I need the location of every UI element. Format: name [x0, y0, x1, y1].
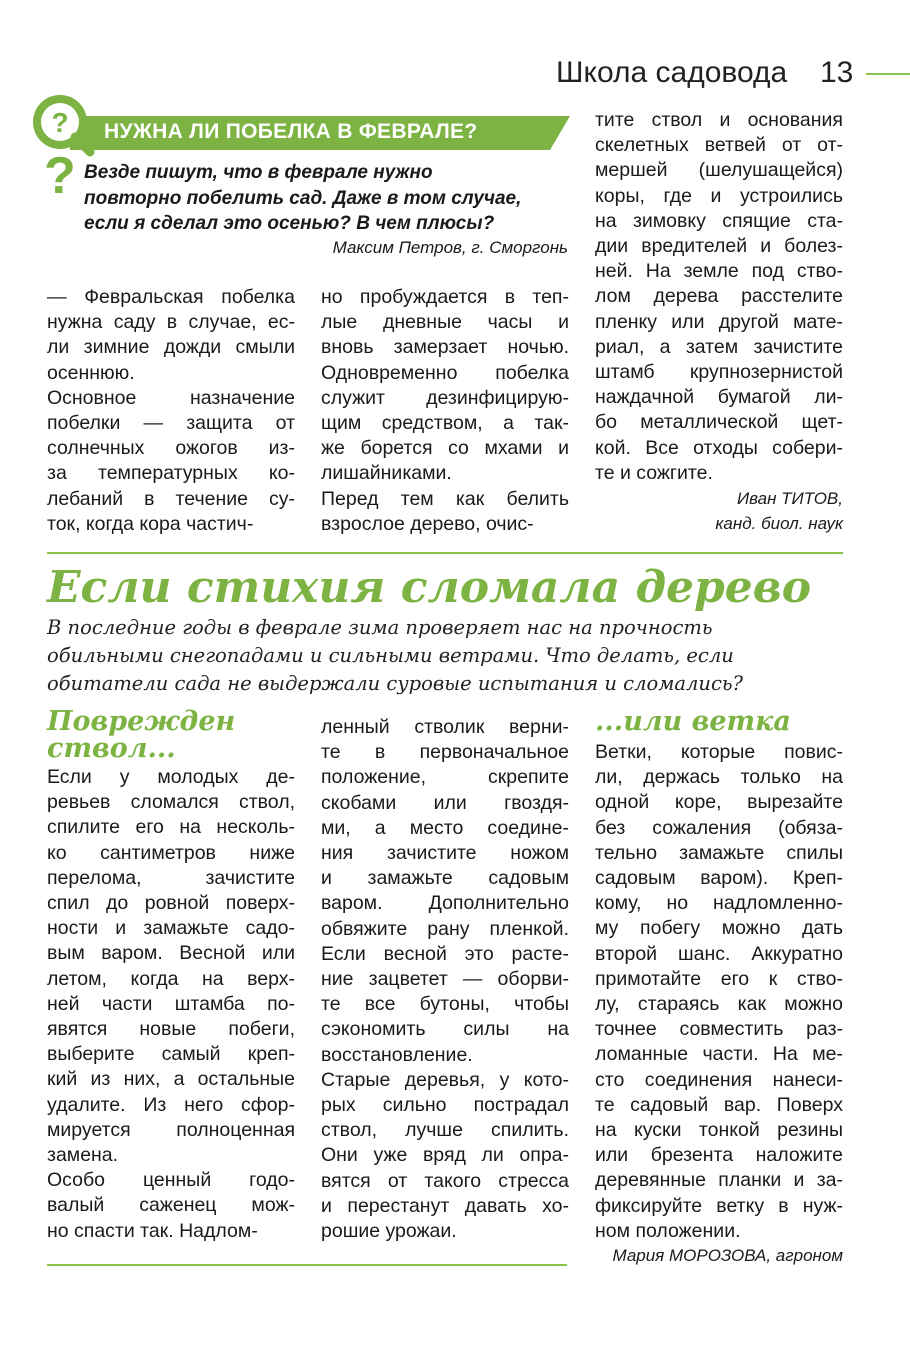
- text-line: побелки — защита от: [47, 412, 295, 435]
- text-line: вновь замерзает ночью.: [321, 336, 569, 359]
- qa-heading: НУЖНА ЛИ ПОБЕЛКА В ФЕВРАЛЕ?: [104, 120, 478, 143]
- text-line: положение, скрепите: [321, 766, 569, 789]
- text-line: нужна саду в случае, ес-: [47, 311, 295, 334]
- text-line: Они уже вряд ли опра-: [321, 1144, 569, 1167]
- page-number: 13: [820, 56, 854, 89]
- text-line: те все бутоны, чтобы: [321, 993, 569, 1016]
- text-line: Перед тем как белить: [321, 487, 569, 510]
- text-line: мершей (шелушащейся): [595, 159, 843, 182]
- text-line: лу, стараясь как можно: [595, 993, 843, 1016]
- lead-line: обильными снегопадами и сильными ветрами. Что делать, если: [47, 644, 734, 667]
- answer-author-title: канд. биол. наук: [715, 514, 843, 533]
- answer-column-3: [595, 108, 843, 486]
- text-line: рошие урожаи.: [321, 1220, 457, 1243]
- text-line: замена.: [47, 1144, 119, 1167]
- text-line: удалите. Из него сфор-: [47, 1093, 295, 1116]
- subheading-branch: ...или ветка: [595, 706, 791, 737]
- text-line: ми, а место соедине-: [321, 816, 569, 839]
- text-line: ном положении.: [595, 1219, 741, 1242]
- text-line: второй шанс. Аккуратно: [595, 942, 843, 965]
- lead-line: В последние годы в феврале зима проверяет нас на прочность: [47, 616, 713, 639]
- text-line: но спасти так. Надлом-: [47, 1219, 258, 1242]
- text-line: перелома, зачистите: [47, 866, 295, 889]
- question-line: Везде пишут, что в феврале нужно: [84, 162, 433, 183]
- text-line: ко сантиметров ниже: [47, 841, 295, 864]
- article-column-2: [321, 715, 569, 1244]
- text-line: ленный стволик верни-: [321, 716, 569, 738]
- text-line: точнее совместить раз-: [595, 1018, 843, 1041]
- text-line: взрослое дерево, очис-: [321, 512, 534, 535]
- text-line: коры, где и устроились: [595, 184, 843, 207]
- text-line: явятся новые побеги,: [47, 1018, 295, 1041]
- text-line: ние зацветет — оборви-: [321, 968, 569, 991]
- text-line: одной коре, вырезайте: [595, 791, 843, 814]
- text-line: летом, когда на верх-: [47, 967, 295, 990]
- answer-column-2: [321, 285, 569, 537]
- text-line: кому, но надломленно-: [595, 892, 843, 915]
- text-line: вым варом. Весной или: [47, 942, 295, 965]
- text-line: ствол, лучше спилить.: [321, 1119, 569, 1142]
- article-column-3: [595, 740, 843, 1244]
- reader-question: [84, 160, 564, 237]
- text-line: вятся от такого стресса: [321, 1169, 569, 1192]
- text-line: мируется полноценная: [47, 1118, 295, 1141]
- text-line: варом. Дополнительно: [321, 892, 569, 915]
- question-line: повторно побелить сад. Даже в том случае,: [84, 187, 522, 209]
- text-line: фиксируйте ветку в нуж-: [595, 1194, 843, 1217]
- text-line: ния зачистите ножом: [321, 842, 569, 865]
- answer-column-1: [47, 285, 295, 537]
- text-line: и замажьте садовым: [321, 867, 569, 890]
- subheading-trunk-line: Поврежден: [47, 706, 236, 737]
- text-line: ревьев сломался ствол,: [47, 791, 295, 814]
- text-line: солнечных ожогов из-: [47, 437, 295, 460]
- answer-author-name: Иван ТИТОВ,: [736, 489, 843, 508]
- text-line: Если весной это расте-: [321, 942, 569, 965]
- text-line: осеннюю.: [47, 361, 135, 384]
- text-line: ли зимние дожди смыли: [47, 336, 295, 359]
- section-title: Школа садовода: [556, 56, 788, 89]
- question-line: если я сделал это осенью? В чем плюсы?: [84, 213, 495, 234]
- text-line: Особо ценный годо-: [47, 1169, 295, 1192]
- text-line: наждачной бумагой ли-: [595, 386, 843, 409]
- question-mark-icon: ?: [44, 147, 76, 205]
- text-line: или брезента наложите: [595, 1144, 843, 1167]
- text-line: на куски тонкой резины: [595, 1119, 843, 1142]
- lead-line: обитатели сада не выдержали суровые испытания и сломались?: [47, 672, 743, 695]
- text-line: валый саженец мож-: [47, 1194, 295, 1217]
- subheading-trunk-line: ствол...: [47, 733, 176, 764]
- text-line: ности и замажьте садо-: [47, 917, 295, 940]
- text-line: ток, когда кора частич-: [47, 512, 254, 535]
- text-line: те в первоначальное: [321, 741, 569, 764]
- text-line: деревянные планки и за-: [595, 1169, 843, 1192]
- text-line: за температурных ко-: [47, 462, 295, 485]
- text-line: тите ствол и основания: [595, 109, 843, 131]
- text-line: восстановление.: [321, 1043, 473, 1066]
- text-line: обвяжите рану пленкой.: [321, 917, 569, 940]
- text-line: скобами или гвоздя-: [321, 791, 569, 814]
- text-line: бо металлической щет-: [595, 411, 843, 434]
- text-line: риал, а затем зачистите: [595, 335, 843, 358]
- text-line: сэкономить силы на: [321, 1018, 569, 1041]
- text-line: спилите его на несколь-: [47, 816, 295, 839]
- text-line: садовым варом). Креп-: [595, 867, 843, 890]
- text-line: скелетных ветвей от от-: [595, 134, 843, 157]
- text-line: кой. Все отходы собери-: [595, 436, 843, 459]
- text-line: Если у молодых де-: [47, 766, 295, 788]
- text-line: кий из них, а остальные: [47, 1068, 295, 1091]
- text-line: на зимовку спящие ста-: [595, 209, 843, 232]
- text-line: те и сожгите.: [595, 461, 713, 484]
- header-rule: [866, 73, 910, 75]
- article-lead: [47, 614, 837, 698]
- text-line: лом дерева расстелите: [595, 285, 843, 308]
- text-line: дии вредителей и болез-: [595, 235, 843, 258]
- section-divider: [47, 552, 843, 554]
- text-line: ней части штамба по-: [47, 992, 295, 1015]
- text-line: тельно замажьте спилы: [595, 841, 843, 864]
- text-line: спил до ровной поверх-: [47, 892, 295, 915]
- text-line: лые дневные часы и: [321, 311, 569, 334]
- text-line: служит дезинфицирую-: [321, 386, 569, 409]
- text-line: Одновременно побелка: [321, 361, 569, 384]
- text-line: но пробуждается в теп-: [321, 286, 569, 308]
- text-line: му побегу можно дать: [595, 917, 843, 940]
- text-line: рых сильно пострадал: [321, 1094, 569, 1117]
- text-line: выберите самый креп-: [47, 1043, 295, 1066]
- text-line: те садовый вар. Поверх: [595, 1093, 843, 1116]
- article-column-1: [47, 765, 295, 1244]
- text-line: Ветки, которые повис-: [595, 741, 843, 763]
- text-line: примотайте его к ство-: [595, 967, 843, 990]
- text-line: щим средством, а так-: [321, 412, 569, 435]
- text-line: — Февральская побелка: [47, 286, 295, 308]
- text-line: лебаний в течение су-: [47, 487, 295, 510]
- text-line: Старые деревья, у кото-: [321, 1068, 569, 1091]
- svg-text:?: ?: [51, 107, 69, 138]
- text-line: и перестанут давать хо-: [321, 1194, 569, 1217]
- text-line: ли, держась только на: [595, 766, 843, 789]
- text-line: штамб крупнозернистой: [595, 361, 843, 384]
- text-line: же борется со мхами и: [321, 437, 569, 460]
- question-author: Максим Петров, г. Сморгонь: [332, 238, 568, 257]
- text-line: ломанные части. На ме-: [595, 1043, 843, 1066]
- subheading-trunk: [47, 708, 235, 762]
- text-line: сто соединения нанеси-: [595, 1068, 843, 1091]
- article-author: Мария МОРОЗОВА, агроном: [612, 1246, 843, 1265]
- text-line: без сожаления (обяза-: [595, 816, 843, 839]
- text-line: ней. На земле под ство-: [595, 260, 843, 283]
- text-line: лишайниками.: [321, 462, 452, 485]
- text-line: пленку или другой мате-: [595, 310, 843, 333]
- text-line: Основное назначение: [47, 386, 295, 409]
- article-title: Если стихия сломала дерево: [47, 562, 812, 613]
- footer-rule: [47, 1264, 567, 1266]
